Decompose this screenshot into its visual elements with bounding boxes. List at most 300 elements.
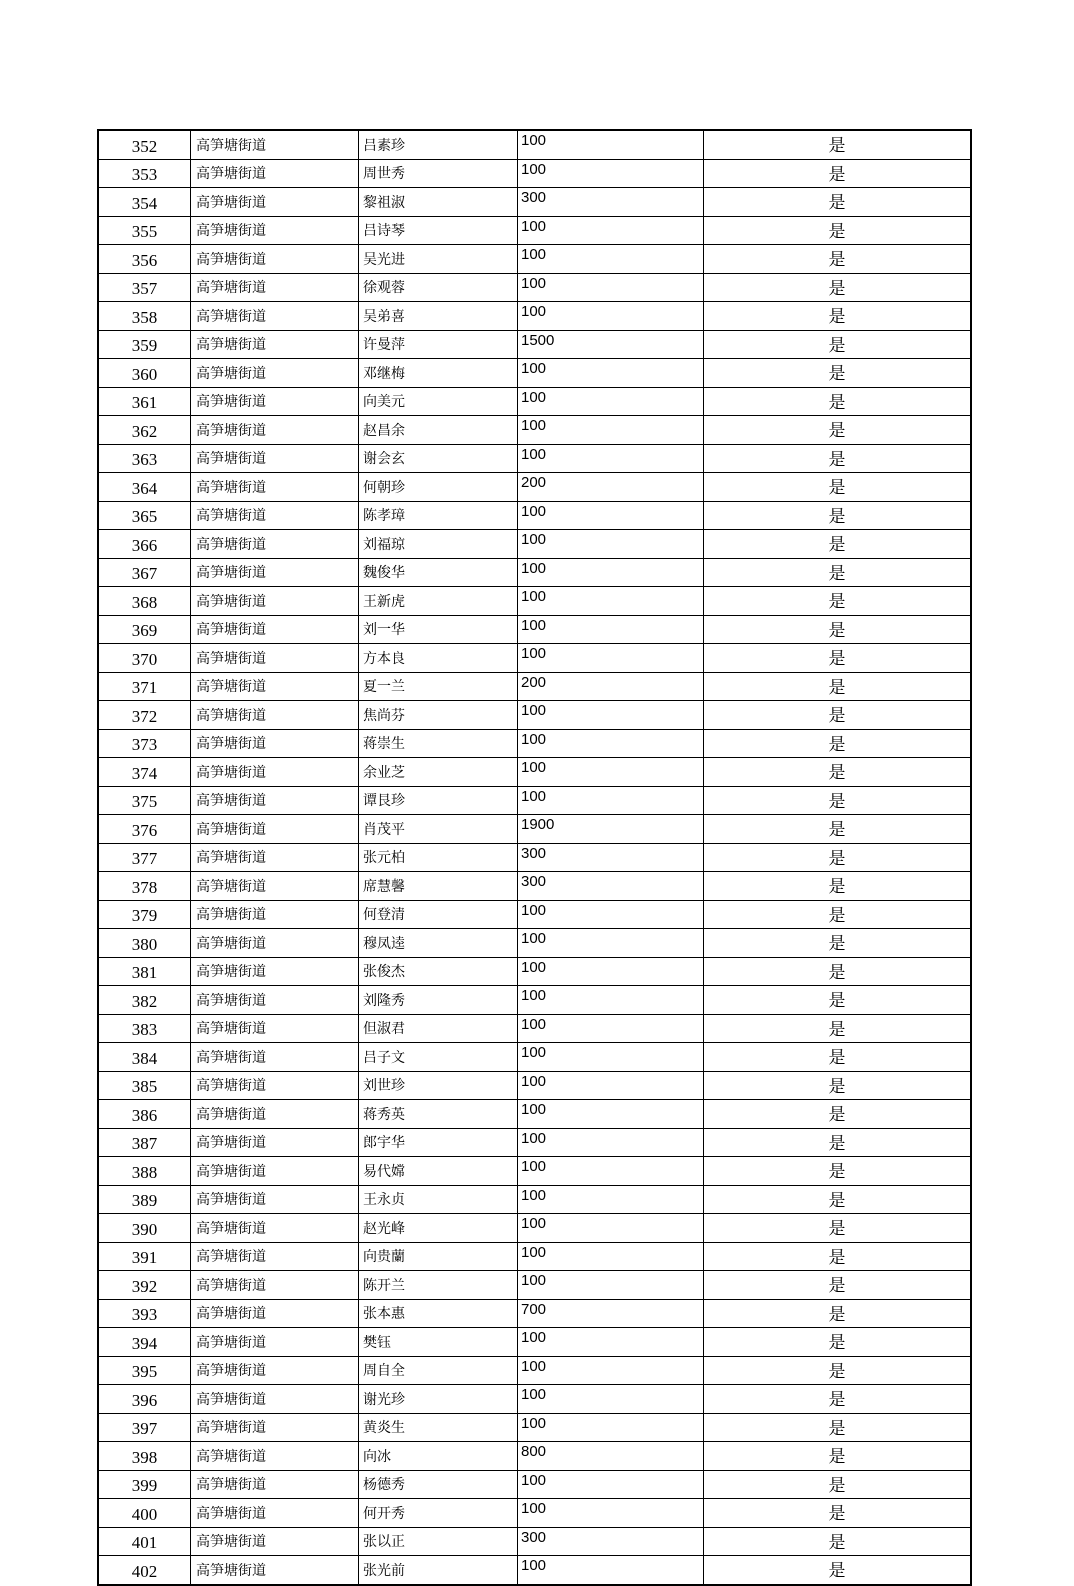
street-cell: 高笋塘街道 bbox=[191, 1214, 359, 1243]
table-row bbox=[98, 815, 971, 844]
row-number-cell: 391 bbox=[98, 1242, 191, 1271]
status-cell: 是 bbox=[704, 1043, 972, 1072]
amount-cell: 100 bbox=[518, 929, 704, 958]
street-cell: 高笋塘街道 bbox=[191, 501, 359, 530]
street-cell: 高笋塘街道 bbox=[191, 729, 359, 758]
row-number-cell: 387 bbox=[98, 1128, 191, 1157]
table-row bbox=[98, 758, 971, 787]
table-row bbox=[98, 1214, 971, 1243]
amount-cell: 100 bbox=[518, 986, 704, 1015]
status-cell: 是 bbox=[704, 1299, 972, 1328]
amount-cell: 300 bbox=[518, 188, 704, 217]
street-cell: 高笋塘街道 bbox=[191, 416, 359, 445]
street-cell: 高笋塘街道 bbox=[191, 957, 359, 986]
status-cell: 是 bbox=[704, 245, 972, 274]
status-cell: 是 bbox=[704, 1356, 972, 1385]
street-cell: 高笋塘街道 bbox=[191, 1499, 359, 1528]
amount-cell: 100 bbox=[518, 530, 704, 559]
name-cell: 吴光进 bbox=[359, 245, 518, 274]
amount-cell: 100 bbox=[518, 1470, 704, 1499]
street-cell: 高笋塘街道 bbox=[191, 1100, 359, 1129]
row-number-cell: 394 bbox=[98, 1328, 191, 1357]
street-cell: 高笋塘街道 bbox=[191, 473, 359, 502]
row-number-cell: 360 bbox=[98, 359, 191, 388]
table-row bbox=[98, 1556, 971, 1585]
street-cell: 高笋塘街道 bbox=[191, 188, 359, 217]
row-number-cell: 384 bbox=[98, 1043, 191, 1072]
name-cell: 黄炎生 bbox=[359, 1413, 518, 1442]
table-row bbox=[98, 1356, 971, 1385]
name-cell: 张以正 bbox=[359, 1527, 518, 1556]
table-row bbox=[98, 729, 971, 758]
street-cell: 高笋塘街道 bbox=[191, 815, 359, 844]
name-cell: 刘福琼 bbox=[359, 530, 518, 559]
row-number-cell: 400 bbox=[98, 1499, 191, 1528]
street-cell: 高笋塘街道 bbox=[191, 1413, 359, 1442]
table-body bbox=[98, 130, 971, 1585]
street-cell: 高笋塘街道 bbox=[191, 530, 359, 559]
name-cell: 余业芝 bbox=[359, 758, 518, 787]
table-row bbox=[98, 929, 971, 958]
status-cell: 是 bbox=[704, 359, 972, 388]
street-cell: 高笋塘街道 bbox=[191, 929, 359, 958]
street-cell: 高笋塘街道 bbox=[191, 1299, 359, 1328]
street-cell: 高笋塘街道 bbox=[191, 359, 359, 388]
table-row bbox=[98, 1157, 971, 1186]
table-row bbox=[98, 501, 971, 530]
name-cell: 何朝珍 bbox=[359, 473, 518, 502]
row-number-cell: 376 bbox=[98, 815, 191, 844]
row-number-cell: 393 bbox=[98, 1299, 191, 1328]
table-row bbox=[98, 359, 971, 388]
status-cell: 是 bbox=[704, 957, 972, 986]
street-cell: 高笋塘街道 bbox=[191, 1527, 359, 1556]
table-row bbox=[98, 273, 971, 302]
amount-cell: 1500 bbox=[518, 330, 704, 359]
row-number-cell: 353 bbox=[98, 159, 191, 188]
street-cell: 高笋塘街道 bbox=[191, 1242, 359, 1271]
name-cell: 徐观蓉 bbox=[359, 273, 518, 302]
name-cell: 陈孝璋 bbox=[359, 501, 518, 530]
amount-cell: 100 bbox=[518, 245, 704, 274]
table-row bbox=[98, 1442, 971, 1471]
amount-cell: 200 bbox=[518, 473, 704, 502]
status-cell: 是 bbox=[704, 473, 972, 502]
street-cell: 高笋塘街道 bbox=[191, 1071, 359, 1100]
amount-cell: 100 bbox=[518, 302, 704, 331]
row-number-cell: 361 bbox=[98, 387, 191, 416]
table-row bbox=[98, 416, 971, 445]
status-cell: 是 bbox=[704, 501, 972, 530]
status-cell: 是 bbox=[704, 273, 972, 302]
row-number-cell: 402 bbox=[98, 1556, 191, 1585]
name-cell: 张俊杰 bbox=[359, 957, 518, 986]
amount-cell: 100 bbox=[518, 1185, 704, 1214]
status-cell: 是 bbox=[704, 387, 972, 416]
street-cell: 高笋塘街道 bbox=[191, 843, 359, 872]
status-cell: 是 bbox=[704, 1413, 972, 1442]
table-row bbox=[98, 786, 971, 815]
name-cell: 周世秀 bbox=[359, 159, 518, 188]
street-cell: 高笋塘街道 bbox=[191, 758, 359, 787]
status-cell: 是 bbox=[704, 587, 972, 616]
street-cell: 高笋塘街道 bbox=[191, 387, 359, 416]
name-cell: 肖茂平 bbox=[359, 815, 518, 844]
status-cell: 是 bbox=[704, 1185, 972, 1214]
name-cell: 易代嫦 bbox=[359, 1157, 518, 1186]
table-row bbox=[98, 387, 971, 416]
amount-cell: 200 bbox=[518, 672, 704, 701]
table-row bbox=[98, 1328, 971, 1357]
amount-cell: 100 bbox=[518, 416, 704, 445]
row-number-cell: 370 bbox=[98, 644, 191, 673]
amount-cell: 1900 bbox=[518, 815, 704, 844]
data-table bbox=[97, 129, 972, 1586]
row-number-cell: 378 bbox=[98, 872, 191, 901]
amount-cell: 300 bbox=[518, 872, 704, 901]
name-cell: 吕诗琴 bbox=[359, 216, 518, 245]
status-cell: 是 bbox=[704, 1499, 972, 1528]
row-number-cell: 390 bbox=[98, 1214, 191, 1243]
name-cell: 赵光峰 bbox=[359, 1214, 518, 1243]
amount-cell: 100 bbox=[518, 1385, 704, 1414]
row-number-cell: 382 bbox=[98, 986, 191, 1015]
name-cell: 王永贞 bbox=[359, 1185, 518, 1214]
status-cell: 是 bbox=[704, 758, 972, 787]
street-cell: 高笋塘街道 bbox=[191, 1385, 359, 1414]
amount-cell: 100 bbox=[518, 587, 704, 616]
street-cell: 高笋塘街道 bbox=[191, 1043, 359, 1072]
name-cell: 郎宇华 bbox=[359, 1128, 518, 1157]
street-cell: 高笋塘街道 bbox=[191, 786, 359, 815]
row-number-cell: 388 bbox=[98, 1157, 191, 1186]
street-cell: 高笋塘街道 bbox=[191, 900, 359, 929]
status-cell: 是 bbox=[704, 216, 972, 245]
name-cell: 张光前 bbox=[359, 1556, 518, 1585]
street-cell: 高笋塘街道 bbox=[191, 672, 359, 701]
status-cell: 是 bbox=[704, 615, 972, 644]
row-number-cell: 359 bbox=[98, 330, 191, 359]
table-row bbox=[98, 1185, 971, 1214]
row-number-cell: 399 bbox=[98, 1470, 191, 1499]
name-cell: 黎祖淑 bbox=[359, 188, 518, 217]
name-cell: 席慧馨 bbox=[359, 872, 518, 901]
table-row bbox=[98, 1043, 971, 1072]
amount-cell: 100 bbox=[518, 1413, 704, 1442]
name-cell: 刘一华 bbox=[359, 615, 518, 644]
amount-cell: 100 bbox=[518, 1128, 704, 1157]
status-cell: 是 bbox=[704, 986, 972, 1015]
status-cell: 是 bbox=[704, 1328, 972, 1357]
row-number-cell: 374 bbox=[98, 758, 191, 787]
name-cell: 赵昌余 bbox=[359, 416, 518, 445]
street-cell: 高笋塘街道 bbox=[191, 558, 359, 587]
street-cell: 高笋塘街道 bbox=[191, 1356, 359, 1385]
street-cell: 高笋塘街道 bbox=[191, 1556, 359, 1585]
street-cell: 高笋塘街道 bbox=[191, 1442, 359, 1471]
table-row bbox=[98, 957, 971, 986]
status-cell: 是 bbox=[704, 729, 972, 758]
street-cell: 高笋塘街道 bbox=[191, 1328, 359, 1357]
street-cell: 高笋塘街道 bbox=[191, 330, 359, 359]
status-cell: 是 bbox=[704, 929, 972, 958]
amount-cell: 100 bbox=[518, 758, 704, 787]
street-cell: 高笋塘街道 bbox=[191, 1271, 359, 1300]
name-cell: 吕子文 bbox=[359, 1043, 518, 1072]
amount-cell: 100 bbox=[518, 359, 704, 388]
name-cell: 向冰 bbox=[359, 1442, 518, 1471]
status-cell: 是 bbox=[704, 843, 972, 872]
row-number-cell: 397 bbox=[98, 1413, 191, 1442]
table-row bbox=[98, 130, 971, 159]
amount-cell: 100 bbox=[518, 1157, 704, 1186]
row-number-cell: 379 bbox=[98, 900, 191, 929]
status-cell: 是 bbox=[704, 1271, 972, 1300]
street-cell: 高笋塘街道 bbox=[191, 615, 359, 644]
table-row bbox=[98, 1014, 971, 1043]
table-row bbox=[98, 843, 971, 872]
name-cell: 蒋秀英 bbox=[359, 1100, 518, 1129]
street-cell: 高笋塘街道 bbox=[191, 1470, 359, 1499]
street-cell: 高笋塘街道 bbox=[191, 273, 359, 302]
row-number-cell: 356 bbox=[98, 245, 191, 274]
amount-cell: 100 bbox=[518, 501, 704, 530]
street-cell: 高笋塘街道 bbox=[191, 245, 359, 274]
amount-cell: 100 bbox=[518, 957, 704, 986]
street-cell: 高笋塘街道 bbox=[191, 302, 359, 331]
name-cell: 方本良 bbox=[359, 644, 518, 673]
name-cell: 向美元 bbox=[359, 387, 518, 416]
name-cell: 何开秀 bbox=[359, 1499, 518, 1528]
status-cell: 是 bbox=[704, 1242, 972, 1271]
street-cell: 高笋塘街道 bbox=[191, 1185, 359, 1214]
row-number-cell: 364 bbox=[98, 473, 191, 502]
status-cell: 是 bbox=[704, 188, 972, 217]
row-number-cell: 381 bbox=[98, 957, 191, 986]
table-row bbox=[98, 672, 971, 701]
status-cell: 是 bbox=[704, 1014, 972, 1043]
name-cell: 蒋崇生 bbox=[359, 729, 518, 758]
amount-cell: 100 bbox=[518, 1043, 704, 1072]
status-cell: 是 bbox=[704, 530, 972, 559]
amount-cell: 100 bbox=[518, 701, 704, 730]
street-cell: 高笋塘街道 bbox=[191, 872, 359, 901]
row-number-cell: 375 bbox=[98, 786, 191, 815]
status-cell: 是 bbox=[704, 1214, 972, 1243]
amount-cell: 100 bbox=[518, 159, 704, 188]
table-row bbox=[98, 558, 971, 587]
status-cell: 是 bbox=[704, 1100, 972, 1129]
name-cell: 魏俊华 bbox=[359, 558, 518, 587]
amount-cell: 800 bbox=[518, 1442, 704, 1471]
amount-cell: 100 bbox=[518, 273, 704, 302]
amount-cell: 300 bbox=[518, 1527, 704, 1556]
row-number-cell: 354 bbox=[98, 188, 191, 217]
table-row bbox=[98, 1385, 971, 1414]
row-number-cell: 357 bbox=[98, 273, 191, 302]
street-cell: 高笋塘街道 bbox=[191, 587, 359, 616]
row-number-cell: 373 bbox=[98, 729, 191, 758]
table-row bbox=[98, 330, 971, 359]
table-row bbox=[98, 216, 971, 245]
row-number-cell: 366 bbox=[98, 530, 191, 559]
status-cell: 是 bbox=[704, 444, 972, 473]
row-number-cell: 377 bbox=[98, 843, 191, 872]
amount-cell: 100 bbox=[518, 1271, 704, 1300]
row-number-cell: 372 bbox=[98, 701, 191, 730]
table-row bbox=[98, 188, 971, 217]
status-cell: 是 bbox=[704, 1385, 972, 1414]
name-cell: 谭艮珍 bbox=[359, 786, 518, 815]
table-row bbox=[98, 1100, 971, 1129]
row-number-cell: 392 bbox=[98, 1271, 191, 1300]
name-cell: 邓继梅 bbox=[359, 359, 518, 388]
table-row bbox=[98, 1128, 971, 1157]
row-number-cell: 369 bbox=[98, 615, 191, 644]
row-number-cell: 365 bbox=[98, 501, 191, 530]
amount-cell: 100 bbox=[518, 387, 704, 416]
name-cell: 夏一兰 bbox=[359, 672, 518, 701]
status-cell: 是 bbox=[704, 786, 972, 815]
street-cell: 高笋塘街道 bbox=[191, 159, 359, 188]
row-number-cell: 368 bbox=[98, 587, 191, 616]
row-number-cell: 389 bbox=[98, 1185, 191, 1214]
table-row bbox=[98, 159, 971, 188]
name-cell: 向贵蘭 bbox=[359, 1242, 518, 1271]
name-cell: 但淑君 bbox=[359, 1014, 518, 1043]
name-cell: 穆凤逵 bbox=[359, 929, 518, 958]
name-cell: 谢光珍 bbox=[359, 1385, 518, 1414]
table-row bbox=[98, 986, 971, 1015]
amount-cell: 100 bbox=[518, 1242, 704, 1271]
street-cell: 高笋塘街道 bbox=[191, 444, 359, 473]
name-cell: 刘隆秀 bbox=[359, 986, 518, 1015]
row-number-cell: 367 bbox=[98, 558, 191, 587]
street-cell: 高笋塘街道 bbox=[191, 1128, 359, 1157]
street-cell: 高笋塘街道 bbox=[191, 701, 359, 730]
status-cell: 是 bbox=[704, 302, 972, 331]
name-cell: 杨德秀 bbox=[359, 1470, 518, 1499]
row-number-cell: 352 bbox=[98, 130, 191, 159]
amount-cell: 100 bbox=[518, 1100, 704, 1129]
table-row bbox=[98, 644, 971, 673]
table-row bbox=[98, 473, 971, 502]
name-cell: 吕素珍 bbox=[359, 130, 518, 159]
name-cell: 刘世珍 bbox=[359, 1071, 518, 1100]
name-cell: 吴弟喜 bbox=[359, 302, 518, 331]
status-cell: 是 bbox=[704, 1442, 972, 1471]
row-number-cell: 355 bbox=[98, 216, 191, 245]
row-number-cell: 362 bbox=[98, 416, 191, 445]
table-row bbox=[98, 1299, 971, 1328]
street-cell: 高笋塘街道 bbox=[191, 986, 359, 1015]
status-cell: 是 bbox=[704, 159, 972, 188]
row-number-cell: 371 bbox=[98, 672, 191, 701]
status-cell: 是 bbox=[704, 1157, 972, 1186]
name-cell: 陈开兰 bbox=[359, 1271, 518, 1300]
table-row bbox=[98, 1470, 971, 1499]
status-cell: 是 bbox=[704, 1470, 972, 1499]
amount-cell: 100 bbox=[518, 1499, 704, 1528]
row-number-cell: 386 bbox=[98, 1100, 191, 1129]
table-row bbox=[98, 900, 971, 929]
street-cell: 高笋塘街道 bbox=[191, 130, 359, 159]
status-cell: 是 bbox=[704, 330, 972, 359]
table-row bbox=[98, 1413, 971, 1442]
name-cell: 何登清 bbox=[359, 900, 518, 929]
name-cell: 张元柏 bbox=[359, 843, 518, 872]
table-row bbox=[98, 1271, 971, 1300]
name-cell: 王新虎 bbox=[359, 587, 518, 616]
amount-cell: 100 bbox=[518, 786, 704, 815]
amount-cell: 100 bbox=[518, 444, 704, 473]
row-number-cell: 396 bbox=[98, 1385, 191, 1414]
amount-cell: 700 bbox=[518, 1299, 704, 1328]
table-row bbox=[98, 587, 971, 616]
table-row bbox=[98, 872, 971, 901]
table-row bbox=[98, 615, 971, 644]
amount-cell: 100 bbox=[518, 615, 704, 644]
status-cell: 是 bbox=[704, 900, 972, 929]
status-cell: 是 bbox=[704, 644, 972, 673]
amount-cell: 100 bbox=[518, 644, 704, 673]
amount-cell: 100 bbox=[518, 130, 704, 159]
table-row bbox=[98, 701, 971, 730]
amount-cell: 300 bbox=[518, 843, 704, 872]
name-cell: 张本惠 bbox=[359, 1299, 518, 1328]
amount-cell: 100 bbox=[518, 1014, 704, 1043]
table-row bbox=[98, 444, 971, 473]
table-row bbox=[98, 1242, 971, 1271]
row-number-cell: 401 bbox=[98, 1527, 191, 1556]
street-cell: 高笋塘街道 bbox=[191, 644, 359, 673]
amount-cell: 100 bbox=[518, 1356, 704, 1385]
amount-cell: 100 bbox=[518, 1328, 704, 1357]
status-cell: 是 bbox=[704, 1527, 972, 1556]
status-cell: 是 bbox=[704, 558, 972, 587]
table-row bbox=[98, 302, 971, 331]
amount-cell: 100 bbox=[518, 216, 704, 245]
row-number-cell: 358 bbox=[98, 302, 191, 331]
amount-cell: 100 bbox=[518, 1071, 704, 1100]
row-number-cell: 380 bbox=[98, 929, 191, 958]
amount-cell: 100 bbox=[518, 558, 704, 587]
name-cell: 焦尚芬 bbox=[359, 701, 518, 730]
name-cell: 樊钰 bbox=[359, 1328, 518, 1357]
status-cell: 是 bbox=[704, 1128, 972, 1157]
status-cell: 是 bbox=[704, 1556, 972, 1585]
row-number-cell: 383 bbox=[98, 1014, 191, 1043]
status-cell: 是 bbox=[704, 130, 972, 159]
street-cell: 高笋塘街道 bbox=[191, 1014, 359, 1043]
status-cell: 是 bbox=[704, 701, 972, 730]
table-row bbox=[98, 1071, 971, 1100]
status-cell: 是 bbox=[704, 672, 972, 701]
row-number-cell: 363 bbox=[98, 444, 191, 473]
amount-cell: 100 bbox=[518, 1556, 704, 1585]
status-cell: 是 bbox=[704, 1071, 972, 1100]
table-row bbox=[98, 530, 971, 559]
name-cell: 许曼萍 bbox=[359, 330, 518, 359]
amount-cell: 100 bbox=[518, 900, 704, 929]
name-cell: 谢会玄 bbox=[359, 444, 518, 473]
status-cell: 是 bbox=[704, 872, 972, 901]
table-row bbox=[98, 1499, 971, 1528]
table-row bbox=[98, 1527, 971, 1556]
status-cell: 是 bbox=[704, 815, 972, 844]
row-number-cell: 395 bbox=[98, 1356, 191, 1385]
street-cell: 高笋塘街道 bbox=[191, 1157, 359, 1186]
